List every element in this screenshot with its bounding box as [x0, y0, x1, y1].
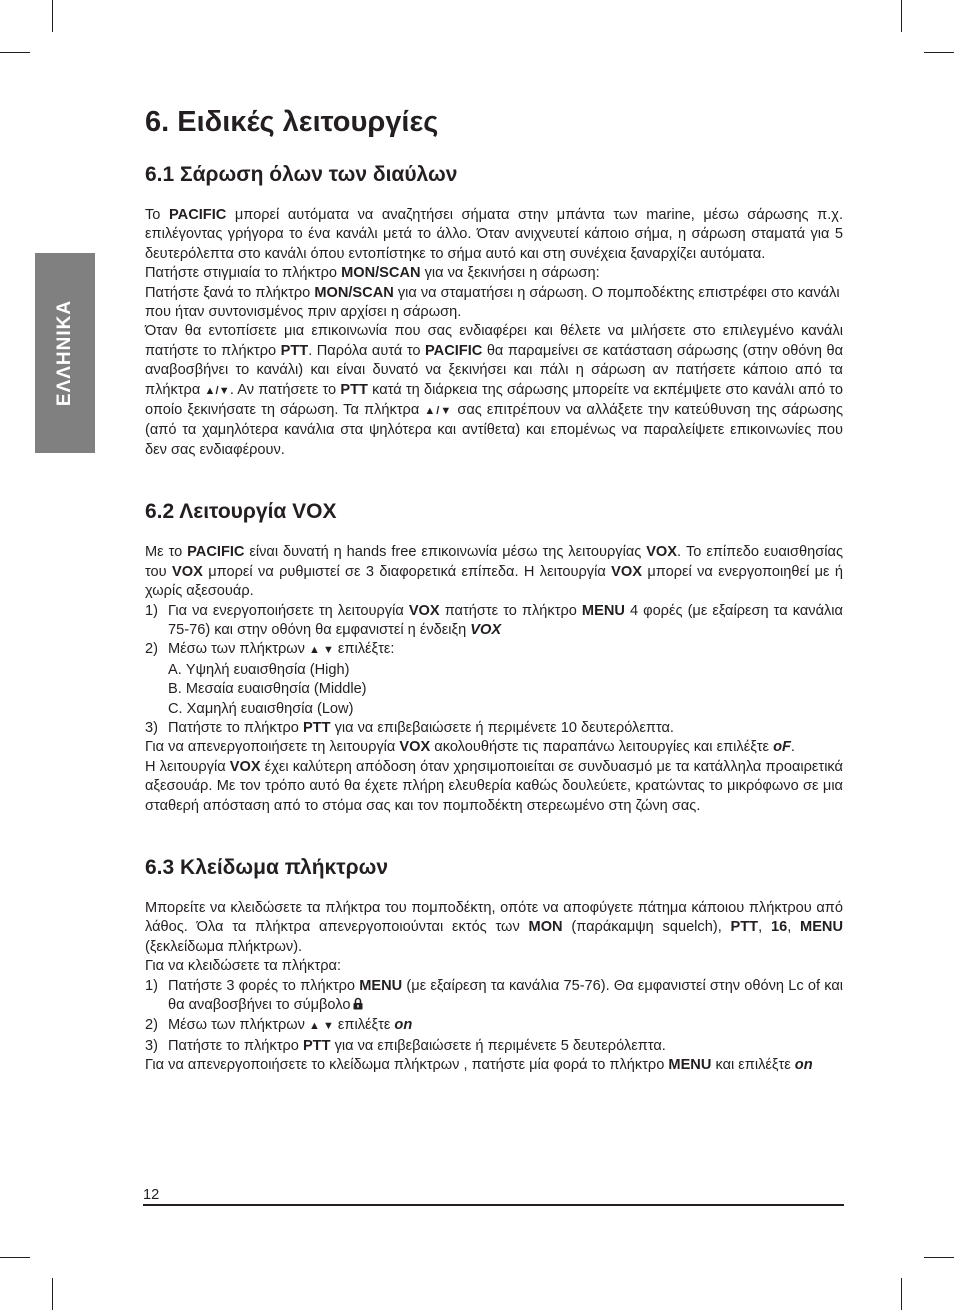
paragraph: Μπορείτε να κλειδώσετε τα πλήκτρα του πομποδέκτη, οπότε να αποφύγετε πάτημα κάποιου πλήκτρου από λάθος. Όλα τα πλήκτρα απενεργοποιούνται εκτός των MON (παράκαμψη squelch), PTT, 16, MENU (ξεκλείδωμα πλήκτρων).	[145, 899, 844, 955]
language-tab	[35, 253, 95, 453]
crop-mark	[52, 1278, 53, 1310]
section-body	[145, 206, 843, 460]
crop-mark	[0, 1257, 30, 1258]
paragraph: Όταν θα εντοπίσετε μια επικοινωνία που σας ενδιαφέρει και θέλετε να μιλήσετε στο επιλεγμένο κανάλι πατήστε το πλήκτρο PTT. Παρόλα αυτά το PACIFIC θα παραμείνει σε κατάσταση σάρωσης (στην οθόνη θα αναβοσβήνει το κανάλι) και είναι δυνατό να ξεκινήσει και πάλι η σάρωση αν πατήσετε κάποιο από τα πλήκτρα ▲/▼. Αν πατήσετε το PTT κατά τη διάρκεια της σάρωσης μπορείτε να εκπέμψετε στο κανάλι από το οποίο ξεκινήσατε τη σάρωση. Τα πλήκτρα ▲/▼ σας επιτρέπουν να αλλάξετε την κατεύθυνση της σάρωσης (από τα χαμηλότερα κανάλια στα ψηλότερα και αντίθετα) και επομένως να παραλείψετε επικοινωνίες που δεν σας ενδιαφέρουν.	[145, 323, 844, 458]
option-item: A. Υψηλή ευαισθησία (High)	[168, 661, 350, 678]
section-body	[145, 899, 843, 1076]
section-heading: 6.1 Σάρωση όλων των διαύλων	[145, 163, 458, 186]
crop-mark	[924, 52, 954, 53]
crop-mark	[52, 0, 53, 32]
paragraph: Η λειτουργία VOX έχει καλύτερη απόδοση όταν χρησιμοποιείται σε συνδυασμό με τα κατάλληλα προαιρετικά αξεσουάρ. Με τον τρόπο αυτό θα έχετε πλήρη ελευθερία καθώς δουλεύετε, κρατώντας το μικρόφωνο σε μια σταθερή απόσταση από το στόμα σας και τον πομποδέκτη στερεωμένο στη ζώνη σας.	[145, 758, 843, 814]
section-heading: 6.3 Κλείδωμα πλήκτρων	[145, 855, 389, 879]
list-item: 2) Μέσω των πλήκτρων ▲ ▼ επιλέξτε on	[145, 1017, 413, 1034]
list-item: 1) Για να ενεργοποιήσετε τη λειτουργία VOX πατήστε το πλήκτρο MENU 4 φορές (με εξαίρεση τα κανάλια 75-76) και στην οθόνη θα εμφανιστεί η ένδειξη VOX	[145, 602, 843, 638]
paragraph: Με το PACIFIC είναι δυνατή η hands free επικοινωνία μέσω της λειτουργίας VOX. Το επίπεδο ευαισθησίας του VOX μπορεί να ρυθμιστεί σε 3 διαφορετικά επίπεδα. Η λειτουργία VOX μπορεί να ενεργοποιηθεί με ή χωρίς αξεσουάρ.	[145, 544, 843, 600]
crop-mark	[901, 1278, 902, 1310]
lock-icon	[353, 997, 363, 1016]
paragraph: Για να απενεργοποιήσετε τη λειτουργία VOX ακολουθήστε τις παραπάνω λειτουργίες και επιλέξτε oF.	[145, 739, 795, 756]
paragraph: Πατήστε στιγμιαία το πλήκτρο MON/SCAN για να ξεκινήσει η σάρωση:	[145, 265, 600, 282]
list-item: 3) Πατήστε το πλήκτρο PTT για να επιβεβαιώσετε ή περιμένετε 10 δευτερόλεπτα.	[145, 719, 674, 736]
list-item: 3) Πατήστε το πλήκτρο PTT για να επιβεβαιώσετε ή περιμένετε 5 δευτερόλεπτα.	[145, 1037, 666, 1054]
page-title: 6. Ειδικές λειτουργίες	[145, 106, 439, 138]
paragraph: Για να κλειδώσετε τα πλήκτρα:	[145, 958, 342, 975]
page-number: 12	[143, 1187, 160, 1203]
crop-mark	[924, 1257, 954, 1258]
paragraph: Πατήστε ξανά το πλήκτρο MON/SCAN για να σταματήσει η σάρωση. Ο πομποδέκτης επιστρέφει στο κανάλι που ήταν συντονισμένος πριν αρχίσει η σάρωση.	[145, 284, 840, 321]
section-body	[145, 543, 843, 816]
paragraph: Το PACIFIC μπορεί αυτόματα να αναζητήσει σήματα στην μπάντα των marine, μέσω σάρωσης π.χ. επιλέγοντας γρήγορα το ένα κανάλι μετά το άλλο. Όταν ανιχνευτεί κάποιο σήμα, η σάρωση σταματά για 5 δευτερόλεπτα στο κανάλι όπου εντοπίστηκε το σήμα αυτό και στη συνέχεια ξαναρχίζει αυτόματα.	[145, 207, 843, 262]
language-tab-label: ΕΛΛΗΝΙΚΑ	[54, 299, 75, 407]
crop-mark	[901, 0, 902, 32]
list-item: 1) Πατήστε 3 φορές το πλήκτρο MENU (με εξαίρεση τα κανάλια 75-76). Θα εμφανιστεί στην οθόνη Lc of και θα αναβοσβήνει το σύμβολο	[145, 977, 843, 1017]
option-item: C. Χαμηλή ευαισθησία (Low)	[168, 700, 354, 717]
list-item: 2) Μέσω των πλήκτρων ▲ ▼ επιλέξτε:	[145, 641, 395, 658]
option-item: B. Μεσαία ευαισθησία (Middle)	[168, 681, 367, 698]
paragraph: Για να απενεργοποιήσετε το κλείδωμα πλήκτρων , πατήστε μία φορά το πλήκτρο MENU και επιλέξτε on	[145, 1057, 813, 1074]
page-content	[145, 100, 843, 1076]
section-heading: 6.2 Λειτουργία VOX	[145, 500, 337, 524]
crop-mark	[0, 52, 30, 53]
footer-divider	[143, 1204, 844, 1206]
